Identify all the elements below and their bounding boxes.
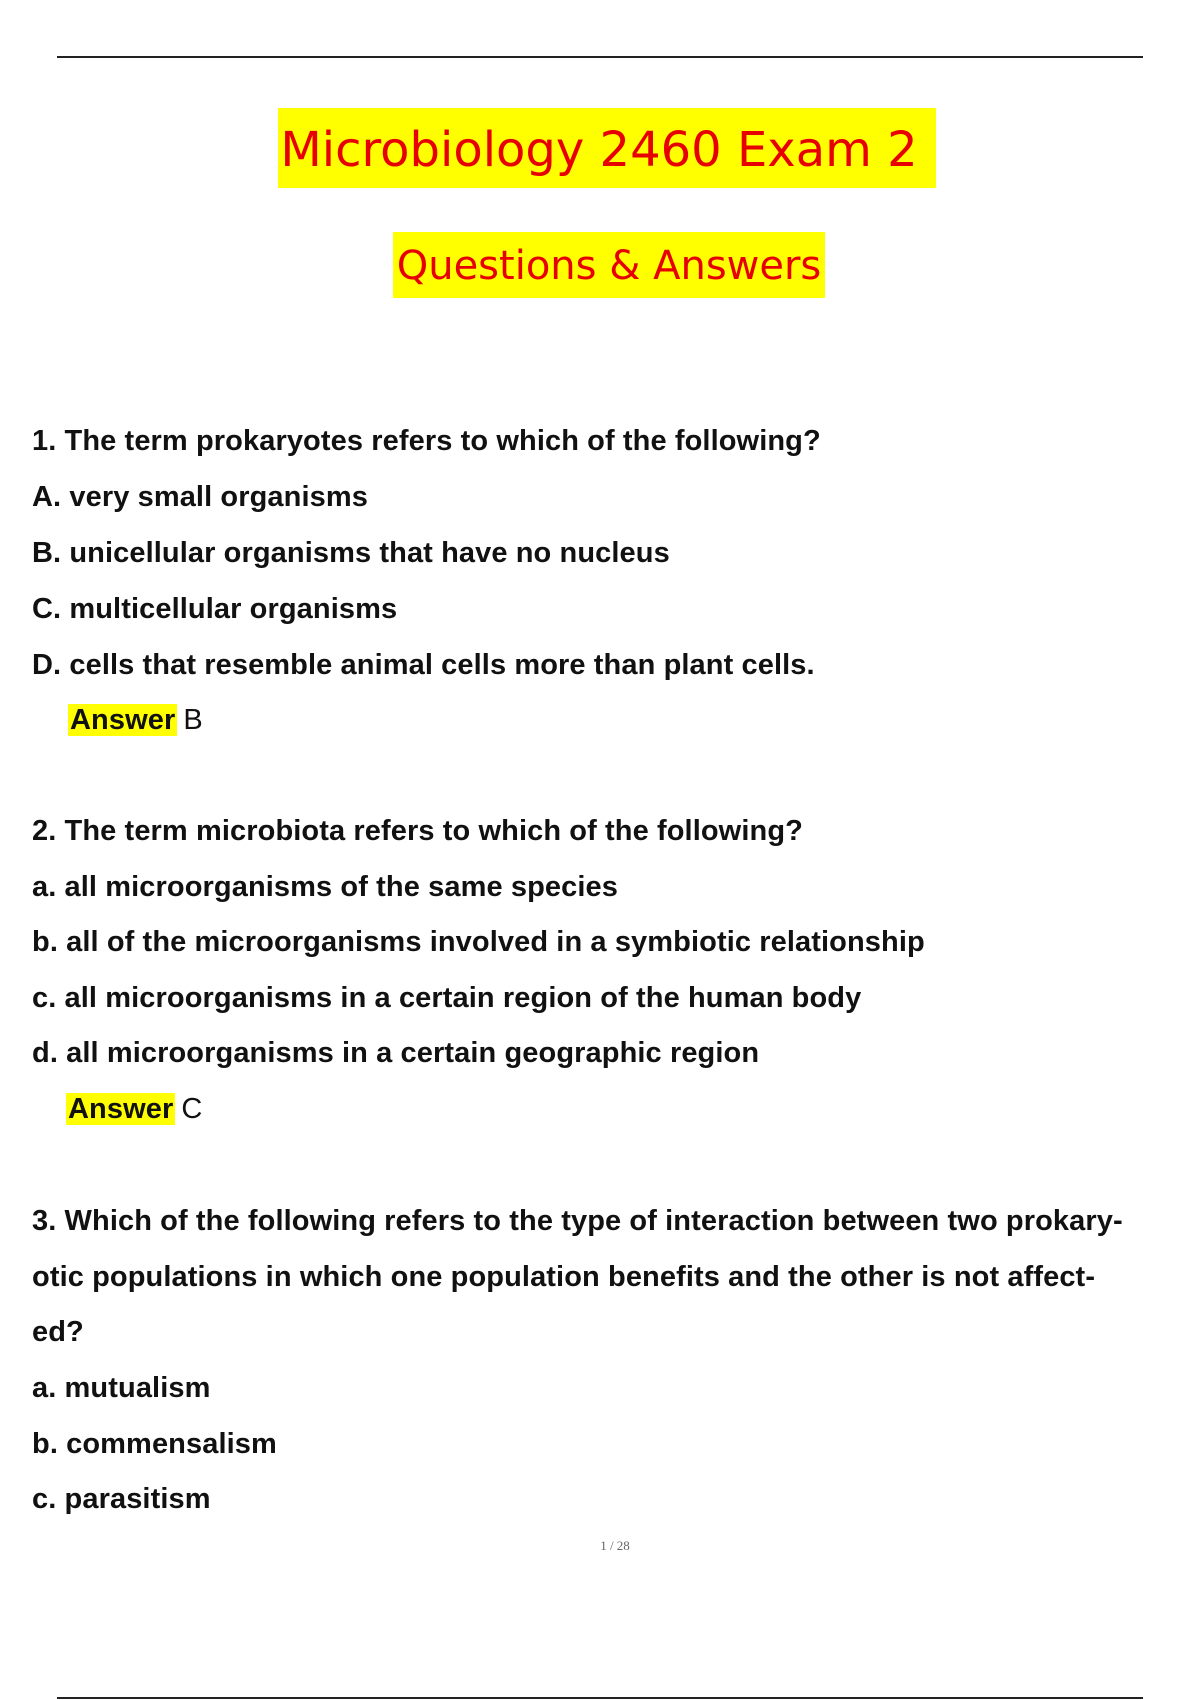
question-2-option-b: b. all of the microorganisms involved in a symbiotic relationship [32,926,925,958]
subtitle-block [0,232,1200,298]
title-block [0,108,1200,188]
question-1-answer [68,700,1200,740]
question-3-option-a: a. mutualism [32,1372,211,1404]
question-1-prompt: 1. The term prokaryotes refers to which of the following? [32,425,821,457]
question-1-option-b: B. unicellular organisms that have no nucleus [32,537,670,569]
question-3-option-b: b. commensalism [32,1428,277,1460]
question-1-option-c: C. multicellular organisms [32,593,398,625]
answer-value: C [181,1093,203,1125]
question-2-answer [66,1089,1200,1129]
question-3-prompt-line-3: ed? [32,1316,84,1348]
question-2-prompt: 2. The term microbiota refers to which of the following? [32,815,803,847]
page-indicator: 1 / 28 [600,1538,630,1553]
question-1-option-d: D. cells that resemble animal cells more than plant cells. [32,649,815,681]
question-2-option-d: d. all microorganisms in a certain geographic region [32,1037,760,1069]
question-3-prompt-line-2: otic populations in which one population benefits and the other is not affect- [32,1261,1096,1293]
question-1-option-a: A. very small organisms [32,481,368,513]
question-3-option-c: c. parasitism [32,1483,211,1515]
question-2-option-a: a. all microorganisms of the same species [32,871,618,903]
answer-label: Answer [68,1093,174,1125]
document-subtitle: Questions & Answers [393,232,826,298]
question-2-option-c: c. all microorganisms in a certain region of the human body [32,982,862,1014]
answer-value: B [183,704,203,736]
top-rule [57,56,1143,58]
question-3-prompt-line-1: 3. Which of the following refers to the type of interaction between two prokary- [32,1205,1123,1237]
bottom-rule [57,1697,1143,1699]
answer-label: Answer [70,704,176,736]
document-title: Microbiology 2460 Exam 2 [278,108,935,188]
